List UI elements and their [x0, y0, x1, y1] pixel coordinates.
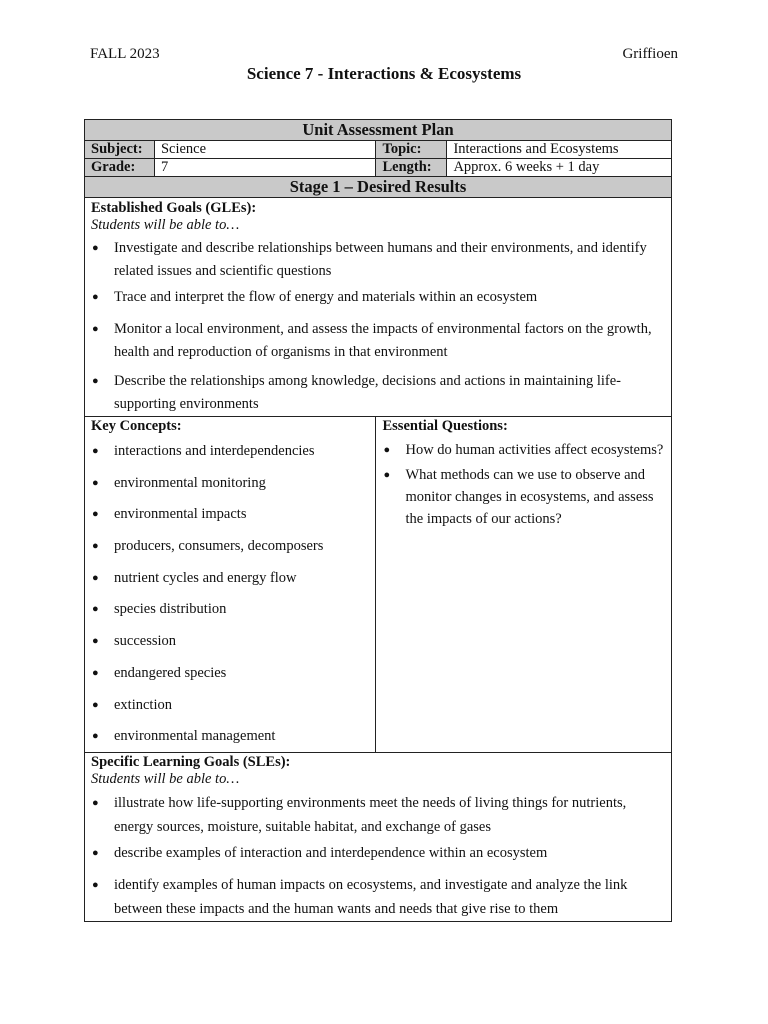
- specific-goals-heading: Specific Learning Goals (SLEs):: [91, 754, 291, 770]
- stage-heading: Stage 1 – Desired Results: [85, 177, 672, 198]
- unit-assessment-table: [84, 119, 672, 922]
- subject-value: Science: [154, 141, 376, 159]
- length-label: Length:: [376, 159, 447, 177]
- list-item: ● Monitor a local environment, and assess the impacts of environmental factors on the growth, health and reproduction of organisms in that environment: [91, 318, 665, 364]
- specific-goals-section: [85, 753, 672, 922]
- list-item: ● environmental management: [91, 726, 369, 746]
- list-item: ● species distribution: [91, 599, 369, 619]
- grade-label: Grade:: [85, 159, 155, 177]
- established-goals-list: [91, 237, 665, 416]
- established-goals-subheading: Students will be able to…: [91, 217, 240, 233]
- key-concepts-list: [91, 441, 369, 746]
- specific-goals-list: [91, 791, 665, 921]
- grade-value: 7: [154, 159, 376, 177]
- list-item: ● Investigate and describe relationships between humans and their environments, and identify related issues and scientific questions: [91, 237, 665, 283]
- list-item: ● succession: [91, 631, 369, 651]
- list-item: ● environmental monitoring: [91, 473, 369, 493]
- unit-plan-heading: Unit Assessment Plan: [85, 120, 672, 141]
- document-title: Science 7 - Interactions & Ecosystems: [246, 64, 522, 83]
- list-item: ● How do human activities affect ecosystems?: [382, 439, 665, 461]
- list-item: ● illustrate how life-supporting environments meet the needs of living things for nutrients, energy sources, moisture, suitable habitat, and exchange of gases: [91, 791, 665, 839]
- list-item: ● Trace and interpret the flow of energy and materials within an ecosystem: [91, 286, 665, 309]
- essential-questions-section: [376, 417, 672, 753]
- list-item: ● producers, consumers, decomposers: [91, 536, 369, 556]
- length-value: Approx. 6 weeks + 1 day: [447, 159, 672, 177]
- specific-goals-subheading: Students will be able to…: [91, 771, 240, 787]
- key-concepts-heading: Key Concepts:: [91, 418, 182, 434]
- subject-label: Subject:: [85, 141, 155, 159]
- list-item: ● identify examples of human impacts on ecosystems, and investigate and analyze the link between these impacts and the human wants and needs that give rise to them: [91, 873, 665, 921]
- essential-questions-list: [382, 439, 665, 530]
- list-item: ● What methods can we use to observe and monitor changes in ecosystems, and assess the impacts of our actions?: [382, 464, 665, 530]
- essential-questions-heading: Essential Questions:: [382, 418, 508, 434]
- author-name: Griffioen: [622, 46, 678, 62]
- topic-value: Interactions and Ecosystems: [447, 141, 672, 159]
- list-item: ● interactions and interdependencies: [91, 441, 369, 461]
- key-concepts-section: [85, 417, 376, 753]
- established-goals-section: [85, 198, 672, 417]
- established-goals-heading: Established Goals (GLEs):: [91, 200, 257, 216]
- topic-label: Topic:: [376, 141, 447, 159]
- term-label: FALL 2023: [90, 46, 160, 62]
- list-item: ● extinction: [91, 695, 369, 715]
- list-item: ● describe examples of interaction and interdependence within an ecosystem: [91, 841, 665, 865]
- list-item: ● nutrient cycles and energy flow: [91, 568, 369, 588]
- list-item: ● endangered species: [91, 663, 369, 683]
- list-item: ● environmental impacts: [91, 504, 369, 524]
- list-item: ● Describe the relationships among knowledge, decisions and actions in maintaining life-supporting environments: [91, 370, 665, 416]
